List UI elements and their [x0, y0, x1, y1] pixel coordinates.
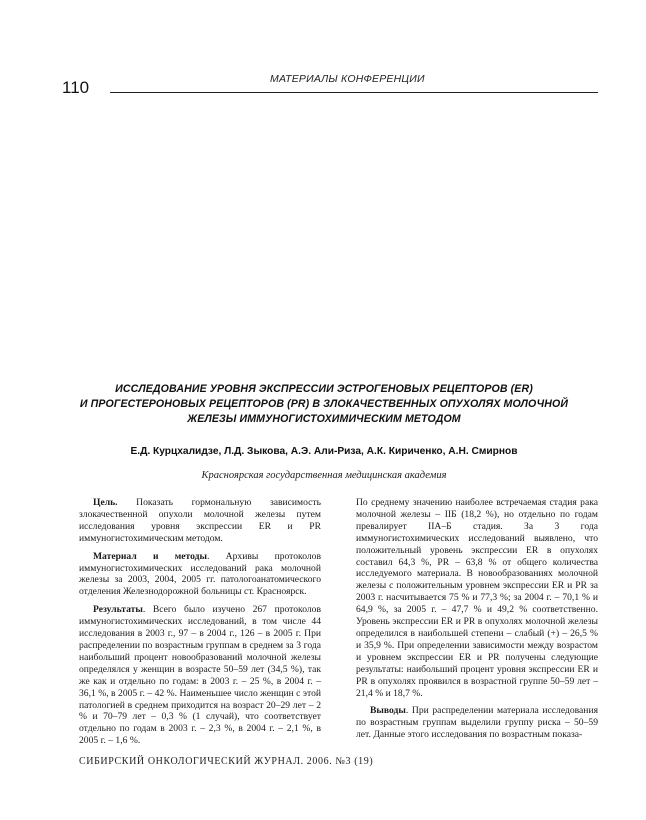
- results-label: Результаты: [93, 604, 143, 616]
- article-title: [60, 382, 588, 427]
- header-divider: [110, 92, 598, 93]
- paragraph-conclusions: [356, 705, 598, 741]
- article-authors: Е.Д. Курцхалидзе, Л.Д. Зыкова, А.Э. Али-Риза, А.К. Кириченко, А.Н. Смирнов: [130, 446, 518, 457]
- article-affiliation: Красноярская государственная медицинская академия: [201, 470, 447, 481]
- conclusions-text: . При распределении материала исследования по возрастным группам выделили группу риска – 50–59 лет. Данные этого исследования по возрастным показа-: [356, 705, 598, 741]
- goal-label: Цель.: [93, 497, 118, 508]
- results-text: . Всего было изучено 267 протоколов иммуногистохимических исследований, в том числе 44 исследования в 2003 г., 97 – в 2004 г., 126 – в 2005 г. При распределении по возрастным группам в среднем за 3 года наибольший процент новообразований молочной железы определялся у женщин в возрасте 50–59 лет (34,5 %), так же как и отдельно по годам: в 2003 г. – 25 %, в 2004 г. – 36,1 %, в 2005 г. – 42 %. Наименьшее число женщин с этой патологией в среднем приходится на возраст 20–29 лет – 2 % и 70–79 лет – 0,3 % (1 случай), что соответствует отдельно по годам в 2003 г. – 2,3 %, в 2004 г. – 2,1 %, в 2005 г. – 1,6 %.: [79, 604, 321, 747]
- paragraph-results-continued: По среднему значению наиболее встречаемая стадия рака молочной железы – IIБ (18,2 %), но отдельно по годам превалирует IIА–Б стадия. За 3 года иммуногистохимических исследований выявлено, что положительный уровень экспрессии ER в опухолях составил 64,3 %, PR – 63,8 % от общего количества исследуемого материала. В новообразованиях молочной железы с положительным уровнем экспрессии ER и PR за 2003 г. насчитывается 75 % и 77,3 %; за 2004 г. – 70,1 % и 64,9 %, за 2005 г. – 47,7 % и 49,2 % соответственно. Уровень экспрессии ER и PR в опухолях молочной железы определился в наибольшей степени – слабый (+) – 26,5 % и 35,9 %. При определении зависимости между возрастом и уровнем экспрессии ER и PR получены следующие результаты: наибольший процент уровня экспрессии ER и PR в опухолях проявился в возрастной группе 50–59 лет – 21,4 % и 18,7 %.: [356, 497, 598, 699]
- article-title-line: ЖЕЛЕЗЫ ИММУНОГИСТОХИМИЧЕСКИМ МЕТОДОМ: [187, 413, 461, 425]
- page-number: 110: [62, 78, 90, 97]
- methods-text: . Архивы протоколов иммуногистохимических исследований рака молочной железы за 2003, 2004, 2005 гг. патологоанатомического отделения Железнодорожной больницы ст. Красноярск.: [79, 550, 321, 598]
- conclusions-label: Выводы: [370, 705, 406, 717]
- methods-label: Материал и методы: [93, 550, 208, 562]
- running-header-section: МАТЕРИАЛЫ КОНФЕРЕНЦИИ: [270, 73, 425, 85]
- paragraph-methods: [79, 551, 321, 599]
- paragraph-goal: [79, 497, 321, 545]
- text-column-right: [356, 497, 598, 741]
- paragraph-results: [79, 604, 321, 747]
- text-column-left: [79, 497, 321, 747]
- journal-footer: СИБИРСКИЙ ОНКОЛОГИЧЕСКИЙ ЖУРНАЛ. 2006. №3 (19): [79, 756, 374, 767]
- goal-text: Показать гормональную зависимость злокачественной опухоли молочной железы путем исследования уровня экспрессии ER и PR иммуногистохимическим методом.: [79, 497, 321, 544]
- article-title-line: ИССЛЕДОВАНИЕ УРОВНЯ ЭКСПРЕССИИ ЭСТРОГЕНОВЫХ РЕЦЕПТОРОВ (ER): [115, 383, 533, 395]
- article-title-line: И ПРОГЕСТЕРОНОВЫХ РЕЦЕПТОРОВ (PR) В ЗЛОКАЧЕСТВЕННЫХ ОПУХОЛЯХ МОЛОЧНОЙ: [79, 398, 569, 410]
